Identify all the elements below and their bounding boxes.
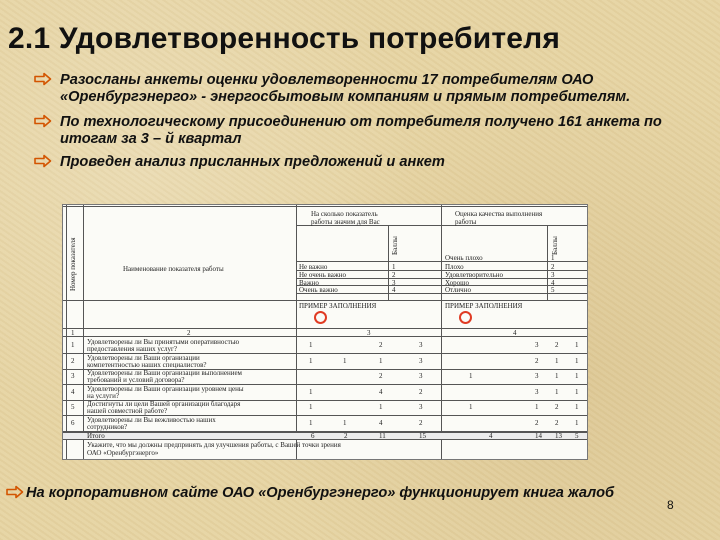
row-indicator-text: предоставления наших услуг? — [87, 345, 177, 353]
quality-cell: 3 — [535, 341, 539, 349]
quality-scale-label: Отлично — [445, 286, 471, 294]
quality-scale-label: Плохо — [445, 263, 464, 271]
importance-scale-label: Очень важно — [299, 286, 338, 294]
importance-cell: 4 — [379, 388, 383, 396]
importance-scale-label: Не очень важно — [299, 271, 346, 279]
importance-cell: 3 — [419, 372, 423, 380]
quality-scale-score: 3 — [551, 271, 555, 279]
quality-cell: 1 — [575, 403, 579, 411]
importance-cell: 2 — [419, 419, 423, 427]
importance-scale-label: Важно — [299, 279, 319, 287]
quality-cell: 2 — [555, 341, 559, 349]
bottom-note-text: На корпоративном сайте ОАО «Оренбургэнерго» функционирует книга жалоб — [26, 485, 615, 501]
row-indicator-text: Достигнуты ли цели Вашей организации благодаря — [87, 400, 241, 408]
total-quality: 4 — [489, 432, 493, 440]
bullet-item — [34, 72, 684, 106]
quality-cell: 1 — [555, 372, 559, 380]
importance-cell: 1 — [309, 403, 313, 411]
arrow-bullet-icon — [34, 72, 52, 86]
bullet-item — [34, 154, 684, 171]
quality-cell: 2 — [535, 357, 539, 365]
total-label: Итого — [87, 432, 105, 440]
row-indicator-text: нашей совместной работе? — [87, 407, 168, 415]
quality-cell: 1 — [555, 357, 559, 365]
quality-cell: 1 — [555, 388, 559, 396]
col-number-header: Номер показателя — [69, 237, 77, 291]
row-indicator-text: требований и условий договора? — [87, 376, 185, 384]
importance-cell: 1 — [309, 388, 313, 396]
bullet-text: По технологическому присоединению от потребителя получено 161 анкета по итогам за 3 – й квартал — [60, 114, 662, 147]
importance-cell: 1 — [379, 357, 383, 365]
quality-header: Оценка качества выполнения работы — [455, 210, 543, 226]
quality-score-header: Баллы — [551, 236, 559, 255]
row-indicator-text: сотрудников? — [87, 423, 128, 431]
bullet-text: Разосланы анкеты оценки удовлетворенности 17 потребителям ОАО «Оренбургэнерго» - энергосбытовым компаниям и прямым потребителям. — [60, 72, 631, 105]
example-label: ПРИМЕР ЗАПОЛНЕНИЯ — [299, 302, 377, 310]
importance-scale-label: Не важно — [299, 263, 328, 271]
form-footer-text: Укажите, что мы должны предпринять для улучшения работы, с Вашей точки зрения — [87, 441, 341, 449]
quality-cell: 1 — [575, 341, 579, 349]
example-label: ПРИМЕР ЗАПОЛНЕНИЯ — [445, 302, 523, 310]
importance-scale-score: 4 — [392, 286, 396, 294]
red-circle-marker-icon — [314, 311, 327, 324]
row-number: 1 — [71, 341, 75, 349]
total-quality: 5 — [575, 432, 579, 440]
col-index: 1 — [71, 329, 75, 337]
row-indicator-text: Удовлетворены ли Ваши организации — [87, 354, 200, 362]
quality-scale-label: Удовлетворительно — [445, 271, 504, 279]
page-number: 8 — [667, 498, 674, 512]
quality-cell: 1 — [469, 403, 473, 411]
importance-cell: 4 — [379, 419, 383, 427]
row-indicator-text: Удовлетворены ли Вы принятыми оперативностью — [87, 338, 240, 346]
total-importance: 6 — [311, 432, 315, 440]
importance-cell: 1 — [379, 403, 383, 411]
row-number: 6 — [71, 419, 75, 427]
importance-cell: 1 — [343, 419, 347, 427]
col-index: 4 — [513, 329, 517, 337]
importance-cell: 1 — [343, 357, 347, 365]
bullet-item — [34, 114, 684, 148]
importance-cell: 1 — [309, 419, 313, 427]
quality-scale-score: 1 — [551, 254, 555, 262]
importance-cell: 1 — [309, 341, 313, 349]
bottom-note — [6, 485, 706, 502]
arrow-bullet-icon — [34, 114, 52, 128]
bullet-text: Проведен анализ присланных предложений и анкет — [60, 154, 445, 170]
total-importance: 2 — [344, 432, 348, 440]
total-importance: 11 — [379, 432, 386, 440]
quality-scale-label: Хорошо — [445, 279, 470, 287]
quality-cell: 1 — [575, 357, 579, 365]
row-indicator-text: Удовлетворены ли Вы вежливостью наших — [87, 416, 216, 424]
col-name-header: Наименование показателя работы — [123, 265, 224, 273]
quality-scale-label: Очень плохо — [445, 254, 483, 262]
importance-scale-score: 1 — [392, 263, 396, 271]
quality-scale-score: 2 — [551, 263, 555, 271]
quality-cell: 2 — [555, 403, 559, 411]
row-indicator-text: на услуги? — [87, 392, 119, 400]
slide-title: 2.1 Удовлетворенность потребителя — [8, 22, 561, 55]
quality-cell: 3 — [535, 388, 539, 396]
quality-scale-score: 4 — [551, 279, 555, 287]
survey-form-scan — [62, 204, 588, 460]
total-quality: 14 — [535, 432, 542, 440]
importance-cell: 2 — [419, 388, 423, 396]
quality-cell: 1 — [575, 372, 579, 380]
importance-header: На сколько показатель работы значим для Вас — [311, 210, 380, 226]
row-number: 5 — [71, 403, 75, 411]
col-index: 3 — [367, 329, 371, 337]
quality-cell: 1 — [469, 372, 473, 380]
row-number: 2 — [71, 357, 75, 365]
row-number: 3 — [71, 372, 75, 380]
importance-cell: 1 — [309, 357, 313, 365]
arrow-bullet-icon — [34, 154, 52, 168]
col-index: 2 — [187, 329, 191, 337]
quality-cell: 1 — [535, 403, 539, 411]
form-footer-text: ОАО «Оренбургэнерго» — [87, 449, 159, 457]
arrow-bullet-icon — [6, 485, 24, 499]
total-quality: 13 — [555, 432, 562, 440]
quality-cell: 1 — [575, 388, 579, 396]
row-indicator-text: Удовлетворены ли Ваши организации выполнением — [87, 369, 242, 377]
quality-cell: 3 — [535, 372, 539, 380]
quality-cell: 2 — [535, 419, 539, 427]
quality-scale-score: 5 — [551, 286, 555, 294]
importance-scale-score: 3 — [392, 279, 396, 287]
row-number: 4 — [71, 388, 75, 396]
importance-cell: 3 — [419, 403, 423, 411]
total-importance: 15 — [419, 432, 426, 440]
importance-cell: 2 — [379, 341, 383, 349]
importance-cell: 2 — [379, 372, 383, 380]
importance-cell: 3 — [419, 341, 423, 349]
quality-cell: 2 — [555, 419, 559, 427]
importance-scale-score: 2 — [392, 271, 396, 279]
row-indicator-text: Удовлетворены ли Ваши организации уровнем цены — [87, 385, 244, 393]
red-circle-marker-icon — [459, 311, 472, 324]
quality-cell: 1 — [575, 419, 579, 427]
row-indicator-text: компетентностью наших специалистов? — [87, 361, 207, 369]
importance-score-header: Баллы — [391, 236, 399, 255]
importance-cell: 3 — [419, 357, 423, 365]
